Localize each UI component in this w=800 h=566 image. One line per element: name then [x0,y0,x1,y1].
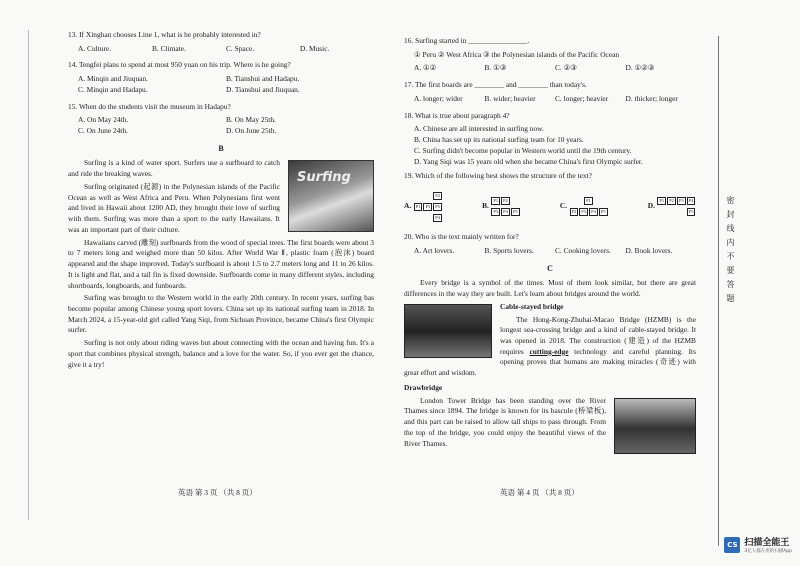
section-heading-b: B [218,143,224,153]
structure-diagrams [404,190,696,222]
option: B. wider; heavier [484,93,536,103]
option: D. Book lovers. [625,246,673,256]
passage-paragraph: Surfing is a kind of water sport. Surfers use a surfboard to catch and ride the breaking waves. [68,158,280,179]
option: C. ②③ [555,63,577,73]
option: A. Minqin and Jiuquan. [78,74,149,84]
underlined-word: cutting-edge [529,346,569,356]
option: D. Tianshui and Jiuquan. [226,84,300,94]
option: B. ①③ [484,63,507,73]
question-13: 13. If Xinghan chooses Line 1, what is he probably interested in? [68,30,261,39]
para-box: P2 [669,198,674,204]
para-box: P2 [503,198,508,204]
question-19: 19. Which of the following best shows the structure of the text? [404,171,592,181]
option: B. On May 25th. [226,115,276,125]
seal-line-notice: 密封线内不要答题 [726,196,735,308]
para-box: P5 [512,209,518,215]
diagram-body [657,195,696,216]
option: C. Cooking lovers. [555,246,611,256]
option: C. longer; heavier [555,93,609,103]
q18-options [414,124,696,167]
para-box: P1 [659,198,665,204]
para-box: P5 [600,209,606,215]
para-box: P2 [571,209,577,215]
camscanner-logo-icon: CS [724,537,740,553]
option: A. ①② [414,63,437,73]
watermark-subtitle: 3亿人都在用的扫描App [744,549,792,554]
passage-paragraph: Hawaiians carved (雕刻) surfboards from the wood of special trees. The first boards were about 3 to 7 meters long and weighed more than 50 kilos. After World War Ⅱ, plastic foam (泡沫) board appeared and the shape improved. Today's surfboard is about 1.5 to 2.7 meters long and 11 to 26 kilos. It is light and flat, and a tail fin is fixed downside. Surfboards come in many different styles, including shortboards, longboards, and funboards. [68,237,374,290]
question-15: 15. When do the students visit the museum in Hadapu? [68,101,231,111]
passage-paragraph: London Tower Bridge has been standing over the River Thames since 1894. The bridge is known for its bascule (桥梁板), and this part can be raised to allow tall ships to pass through. From the top of the bridge, you could enjoy the beautiful views of the River Thames. [404,395,606,448]
option-label: C. [559,200,568,210]
option: A. Art lovers. [414,246,455,256]
text-part: technology and careful planning. Its opening proves that humans are making miracles (奇迹) with great effort and wisdom. [404,346,696,378]
option: A. On May 24th. [78,115,129,125]
option: B. Sports lovers. [484,246,534,256]
structure-option-d [648,190,696,222]
text-part: The Hong-Kong-Zhuhai-Macao Bridge (HZMB) is the longest sea-crossing bridge and a kind of cable-stayed bridge. It was opened in 2018. The construction (建造) of the HZMB requires [500,314,696,356]
surfing-photo [288,160,374,232]
para-box: P1 [415,203,421,209]
left-page [68,30,374,372]
option: D. Music. [300,43,330,53]
q17-options [414,94,696,105]
para-box: P3 [425,203,431,209]
para-box: P3 [678,198,684,204]
para-box: P2 [435,193,440,199]
hzmb-photo [404,304,492,358]
question-14: 14. Tengfei plans to spend at most 950 yuan on his trip. Where is he going? [68,60,291,70]
structure-option-b [482,190,520,222]
para-box: P4 [503,209,508,215]
option: A. Chinese are all interested in surfing now. [414,124,544,134]
option: A. longer; wider [414,93,463,103]
q20-options [414,246,696,257]
option: D. thicker; longer [625,93,678,103]
option: C. Space. [226,43,255,53]
para-box: P5 [688,209,694,215]
subheading-cable-stayed: Cable-stayed bridge [500,301,564,311]
photo-logo-text: Surfing [297,170,351,186]
passage-paragraph: Surfing is not only about riding waves but about connecting with the ocean and having fun. It's a sport that combines physical strength, balance and a love for the water. So, if you ever get the chance, give it a try! [68,338,374,369]
para-box: P3 [581,209,587,215]
option: C. Surfing didn't become popular in Western world until the 19th century. [414,145,632,155]
option: C. Minqin and Hadapu. [78,84,148,94]
diagram-body [491,195,520,216]
seal-line-margin [718,36,741,546]
option-label: B. [482,200,489,210]
para-box: P4 [435,214,440,220]
page-edge-line [28,30,29,520]
q14-options [78,74,374,95]
para-box: P1 [586,198,591,204]
question-18: 18. What is true about paragraph 4? [404,110,510,120]
subheading-drawbridge: Drawbridge [404,382,443,392]
page-footer-3: 英语 第 3 页 （共 8 页） [178,488,257,497]
diagram-body [569,195,608,216]
option: D. Yang Siqi was 15 years old when she became China's first Olympic surfer. [414,156,643,166]
option-label: D. [647,200,655,210]
q13-options [78,44,374,55]
option-label: A. [404,200,412,210]
passage-paragraph: Surfing originated (起源) in the Polynesian islands of the Pacific Ocean as well as West Africa and Peru. When Polynesians first went and lived in Hawaii about 1200 AD, they brought their love of surfing with them. Surfing was more than a sport to the early Hawaiians. It was an important part of their culture. [68,181,280,234]
q15-options [78,115,374,136]
page-footer-4: 英语 第 4 页 （共 8 页） [500,488,579,497]
watermark-text [744,535,792,554]
passage-intro: Every bridge is a symbol of the times. Most of them look similar, but there are great differences in the way they are built. Let's learn about bridges around the world. [404,278,696,299]
question-17: 17. The first boards are ________ and ________ than today's. [404,80,587,90]
passage-paragraph: Surfing was brought to the Western world in the early 20th century. In recent years, surfing has become popular among Chinese young sport lovers. China set up its national surfing team in 2018. In March 2024, a 15-year-old girl called Yang Siqi, from Sichuan Province, became China's first Olympic surfer. [68,293,374,335]
para-box: P1 [493,198,499,204]
option: B. Tianshui and Hadapu. [226,74,300,84]
para-box: P3 [493,209,499,215]
para-box: P4 [591,209,596,215]
para-box: P4 [688,198,694,204]
option: B. Climate. [152,43,186,53]
option: D. On June 25th. [226,126,277,136]
structure-option-a [404,190,442,222]
right-page [404,36,696,456]
q16-options [414,63,696,74]
structure-option-c [560,190,608,222]
scanner-watermark [724,535,792,554]
watermark-title: 扫描全能王 [744,538,790,548]
tower-bridge-photo [614,398,696,454]
para-box: P5 [435,203,440,209]
section-heading-c: C [547,263,553,273]
option: A. Culture. [78,43,112,53]
q16-choices: ① Peru ② West Africa ③ the Polynesian islands of the Pacific Ocean [414,49,620,59]
diagram-body [413,190,442,222]
question-16: 16. Surfing started in ________________. [404,36,530,45]
option: B. China has set up its national surfing team for 10 years. [414,135,584,145]
question-20: 20. Who is the text mainly written for? [404,232,519,242]
option: C. On June 24th. [78,126,128,136]
option: D. ①②③ [625,63,655,73]
